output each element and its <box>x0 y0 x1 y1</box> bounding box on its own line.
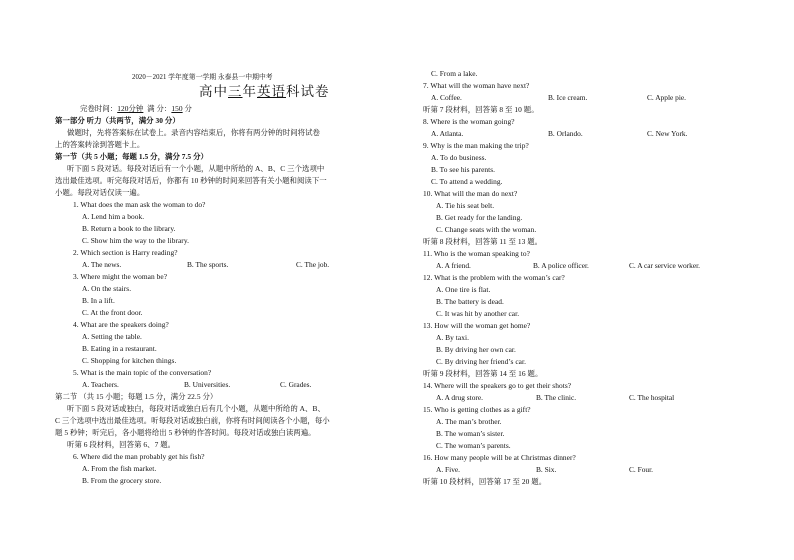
question-4-option-b: B. Eating in a restaurant. <box>82 344 157 353</box>
question-6-option-a: A. From the fish market. <box>82 464 157 473</box>
question-12-option-b: B. The battery is dead. <box>436 297 504 306</box>
part1-intro-line1: 做题时，先将答案标在试卷上。录音内容结束后，你将有两分钟的时间将试卷 <box>67 128 320 137</box>
question-7-option-a: A. Coffee. <box>431 93 462 102</box>
question-14-option-b: B. The clinic. <box>536 393 577 402</box>
question-12-option-a: A. One tire is flat. <box>436 285 491 294</box>
question-2-stem: 2. Which section is Harry reading? <box>73 248 178 257</box>
question-9-option-a: A. To do business. <box>431 153 487 162</box>
question-16-option-a: A. Five. <box>436 465 461 474</box>
question-9-option-c: C. To attend a wedding. <box>431 177 503 186</box>
question-13-option-b: B. By driving her own car. <box>436 345 516 354</box>
title-prefix: 高中 <box>199 84 228 99</box>
question-12-option-c: C. It was hit by another car. <box>436 309 520 318</box>
material-9-instruction: 听第 9 段材料，回答第 14 至 16 题。 <box>423 369 543 378</box>
question-3-stem: 3. Where might the woman be? <box>73 272 168 281</box>
question-8-option-c: C. New York. <box>647 129 688 138</box>
section2-heading: 第二节 （共 15 小题；每题 1.5 分，满分 22.5 分） <box>55 392 218 401</box>
question-1-option-a: A. Lend him a book. <box>82 212 145 221</box>
score-label: 满 分： <box>147 104 172 113</box>
score-value: 150 <box>171 104 183 113</box>
question-2-option-b: B. The sports. <box>187 260 229 269</box>
question-7-option-c: C. Apple pie. <box>647 93 687 102</box>
title-subject: 英语 <box>257 84 286 99</box>
question-13-option-a: A. By taxi. <box>436 333 469 342</box>
title-mid: 年 <box>242 84 257 99</box>
school-year-header: 2020－2021 学年度第一学期 永泰县一中期中考 <box>132 74 273 81</box>
question-11-option-a: A. A friend. <box>436 261 471 270</box>
question-4-option-a: A. Setting the table. <box>82 332 142 341</box>
question-9-option-b: B. To see his parents. <box>431 165 496 174</box>
question-14-option-c: C. The hospital <box>629 393 675 402</box>
material-6-instruction: 听第 6 段材料，回答第 6、7 题。 <box>67 440 176 449</box>
question-6-option-b: B. From the grocery store. <box>82 476 162 485</box>
question-10-stem: 10. What will the man do next? <box>423 189 518 198</box>
section2-intro-line1: 听下面 5 段对话或独白，每段对话或独白后有几个小题，从题中所给的 A、B、 <box>67 404 325 413</box>
material-7-instruction: 听第 7 段材料，回答第 8 至 10 题。 <box>423 105 539 114</box>
question-15-stem: 15. Who is getting clothes as a gift? <box>423 405 531 414</box>
question-15-option-b: B. The woman’s sister. <box>436 429 505 438</box>
question-15-option-a: A. The man’s brother. <box>436 417 502 426</box>
part1-intro-line2: 上的答案转涂到答题卡上。 <box>55 140 145 149</box>
question-12-stem: 12. What is the problem with the woman’s car? <box>423 273 565 282</box>
question-16-option-c: C. Four. <box>629 465 654 474</box>
exam-time-line <box>80 104 192 114</box>
question-5-option-c: C. Grades. <box>280 380 312 389</box>
section2-intro-line3: 题 5 秒钟；听完后，各小题将给出 5 秒钟的作答时间。每段对话或独白读两遍。 <box>55 428 316 437</box>
question-6-option-c: C. From a lake. <box>431 69 478 78</box>
question-6-stem: 6. Where did the man probably get his fish? <box>73 452 205 461</box>
question-15-option-c: C. The woman’s parents. <box>436 441 511 450</box>
question-3-option-a: A. On the stairs. <box>82 284 132 293</box>
question-5-stem: 5. What is the main topic of the conversation? <box>73 368 212 377</box>
title-grade: 三 <box>228 84 243 99</box>
question-16-stem: 16. How many people will be at Christmas dinner? <box>423 453 576 462</box>
material-8-instruction: 听第 8 段材料，回答第 11 至 13 题。 <box>423 237 543 246</box>
material-10-instruction: 听第 10 段材料，回答第 17 至 20 题。 <box>423 477 547 486</box>
question-7-option-b: B. Ice cream. <box>548 93 588 102</box>
question-2-option-c: C. The job. <box>296 260 330 269</box>
question-8-option-a: A. Atlanta. <box>431 129 464 138</box>
question-1-stem: 1. What does the man ask the woman to do? <box>73 200 206 209</box>
question-11-option-b: B. A police officer. <box>533 261 589 270</box>
question-10-option-c: C. Change seats with the woman. <box>436 225 537 234</box>
title-suffix: 科试卷 <box>286 84 330 99</box>
question-11-stem: 11. Who is the woman speaking to? <box>423 249 530 258</box>
question-2-option-a: A. The news. <box>82 260 122 269</box>
question-5-option-a: A. Teachers. <box>82 380 119 389</box>
question-7-stem: 7. What will the woman have next? <box>423 81 530 90</box>
question-3-option-b: B. In a lift. <box>82 296 115 305</box>
question-4-option-c: C. Shopping for kitchen things. <box>82 356 177 365</box>
time-value: 120 <box>117 104 129 113</box>
time-label: 完卷时间： <box>80 104 118 113</box>
question-4-stem: 4. What are the speakers doing? <box>73 320 169 329</box>
question-5-option-b: B. Universities. <box>184 380 231 389</box>
section1-intro-line1: 听下面 5 段对话。每段对话后有一个小题，从题中所给的 A、B、C 三个选项中 <box>67 164 325 173</box>
section1-intro-line3: 小题。每段对话仅读一遍。 <box>55 188 145 197</box>
question-10-option-b: B. Get ready for the landing. <box>436 213 523 222</box>
question-10-option-a: A. Tie his seat belt. <box>436 201 495 210</box>
question-1-option-c: C. Show him the way to the library. <box>82 236 189 245</box>
question-14-option-a: A. A drug store. <box>436 393 484 402</box>
question-9-stem: 9. Why is the man making the trip? <box>423 141 529 150</box>
exam-title <box>199 84 330 100</box>
question-13-stem: 13. How will the woman get home? <box>423 321 531 330</box>
score-unit: 分 <box>184 104 192 113</box>
question-13-option-c: C. By driving her friend’s car. <box>436 357 527 366</box>
question-14-stem: 14. Where will the speakers go to get their shots? <box>423 381 572 390</box>
section1-intro-line2: 选出最佳选项。听完每段对话后，你都有 10 秒钟的时间来回答有关小题和阅读下一 <box>55 176 327 185</box>
question-8-option-b: B. Orlando. <box>548 129 583 138</box>
question-1-option-b: B. Return a book to the library. <box>82 224 176 233</box>
question-8-stem: 8. Where is the woman going? <box>423 117 515 126</box>
part1-heading: 第一部分 听力（共两节，满分 30 分） <box>55 116 180 125</box>
question-3-option-c: C. At the front door. <box>82 308 143 317</box>
time-unit: 分钟 <box>128 104 144 113</box>
question-11-option-c: C. A car service worker. <box>629 261 701 270</box>
question-16-option-b: B. Six. <box>536 465 557 474</box>
section1-heading: 第一节（共 5 小题；每题 1.5 分，满分 7.5 分） <box>55 152 208 161</box>
section2-intro-line2: C 三个选项中选出最佳选项。听每段对话或独白前，你将有时间阅读各个小题，每小 <box>55 416 330 425</box>
